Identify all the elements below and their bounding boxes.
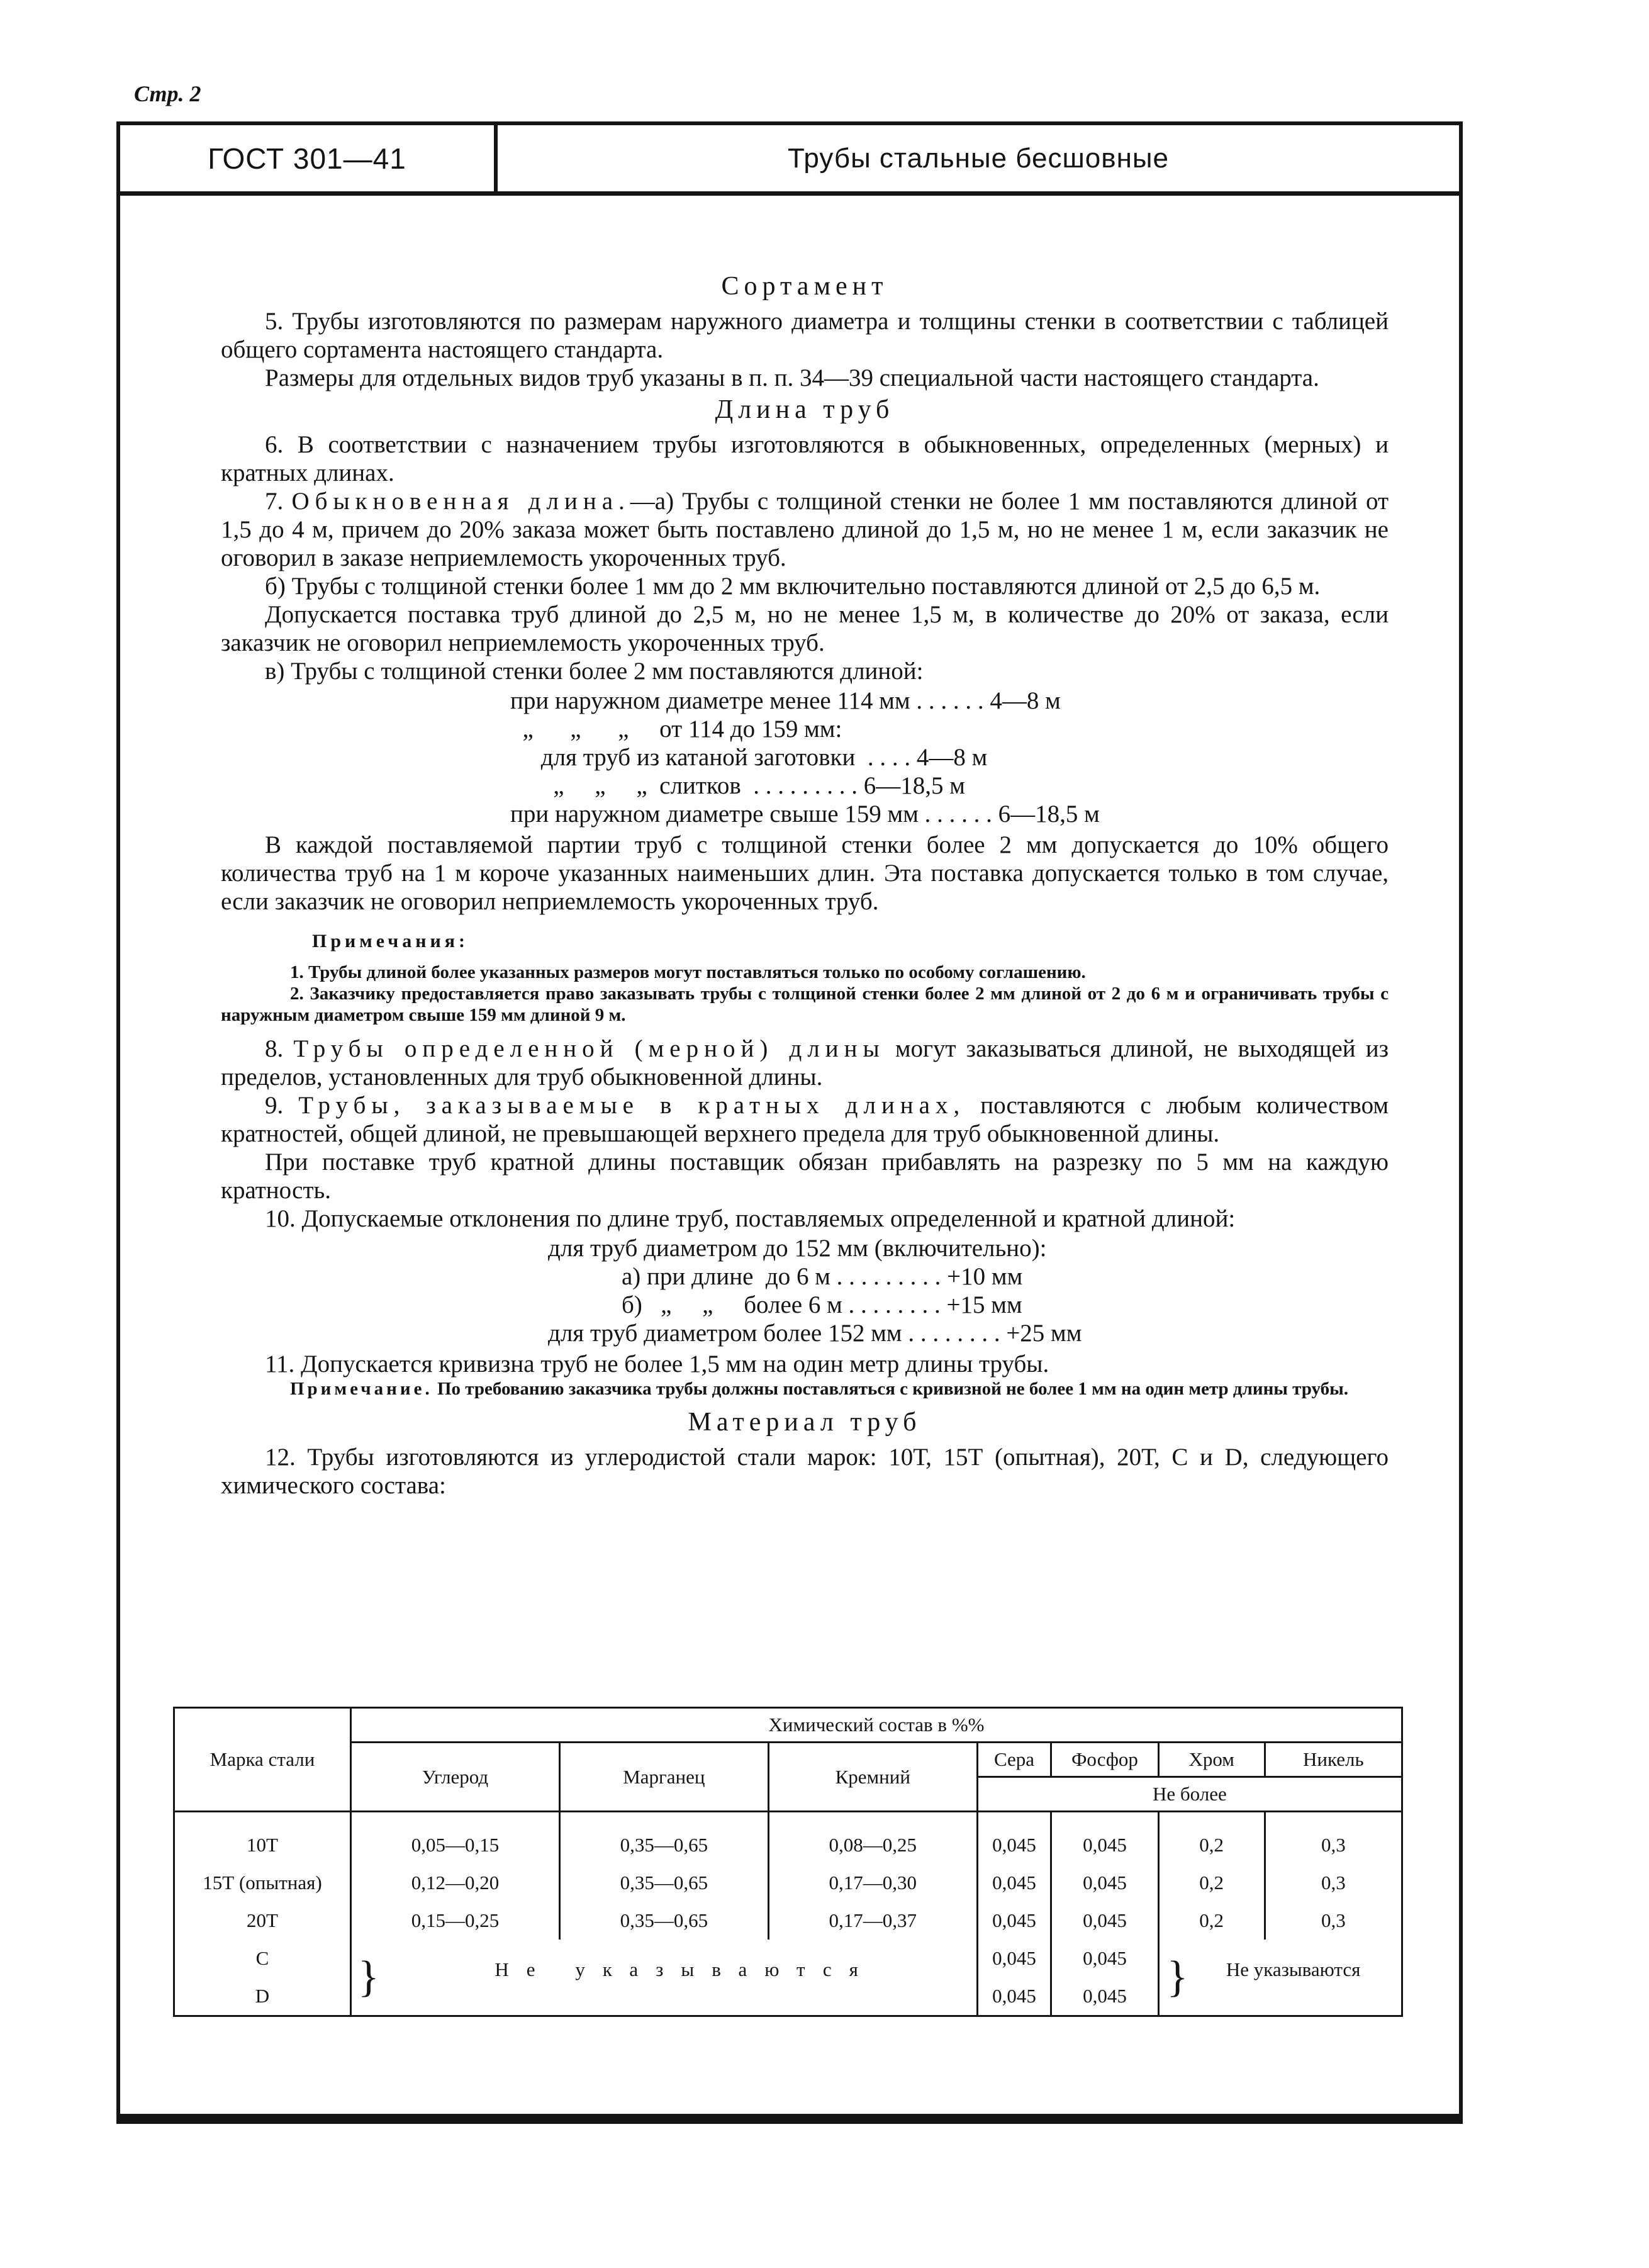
col-chromium: Хром [1158,1743,1265,1777]
tolerance-list [548,1234,1389,1347]
paragraph-7b: б) Трубы с толщиной стенки более 1 мм до 2 мм включительно поставляются длиной от 2,5 до 6,5 м. [265,573,1321,600]
list-item: при наружном диаметре менее 114 мм . . . . . . 4—8 м [510,687,1061,714]
note-p11-text: По требованию заказчика трубы должны поставляться с кривизной не более 1 мм на один метр длины трубы. [432,1379,1349,1399]
not-specified-text: Не указываются [495,1958,876,1980]
paragraph-10: 10. Допускаемые отклонения по длине труб, поставляемых определенной и кратной длиной: [265,1205,1236,1232]
length-list [510,687,1389,828]
heading-length: Длина труб [715,395,895,424]
list-item: при наружном диаметре свыше 159 мм . . . . . . 6—18,5 м [510,800,1100,828]
cell-phosphorus: 0,045 [1051,1812,1158,1865]
p7-lead: 7. [265,488,292,515]
cell-manganese: 0,35—0,65 [559,1864,768,1902]
page-number: Стр. 2 [134,81,201,106]
cell-silicon: 0,08—0,25 [768,1812,977,1865]
cell-phosphorus: 0,045 [1051,1977,1158,2016]
cell-phosphorus: 0,045 [1051,1864,1158,1902]
cell-grade: D [174,1977,351,2016]
brace-right-icon: } [1166,1953,1188,2001]
cell-nickel: 0,3 [1265,1812,1402,1865]
list-item: для труб из катаной заготовки . . . . 4—8 м [510,744,988,771]
list-item: для труб диаметром до 152 мм (включительно): [548,1235,1047,1262]
p9-lead: 9. [265,1092,299,1119]
cell-manganese: 0,35—0,65 [559,1902,768,1940]
paragraph-7e: В каждой поставляемой партии труб с толщиной стенки более 2 мм допускается до 10% общего количества труб на 1 м короче указанных наименьших длин. Эта поставка допускается только в том случае, если заказчик не оговорил неприемлемость укороченных труб. [221,831,1389,915]
paragraph-7 [221,487,1389,572]
cell-chromium: 0,2 [1158,1864,1265,1902]
cell-sulfur: 0,045 [977,1940,1051,1977]
cell-manganese: 0,35—0,65 [559,1812,768,1865]
standard-code: ГОСТ 301—41 [120,125,498,191]
cell-phosphorus: 0,045 [1051,1902,1158,1940]
composition-group-header: Химический состав в %% [351,1708,1402,1743]
p7-text: —а) Трубы с толщиной стенки не более 1 мм поставляются длиной от 1,5 до 4 м, причем до 20% заказа может быть поставлено длиной до 1,5 м, но не менее 1 м, если заказчик не оговорил в заказе неприемлемость укороченных труб. [221,488,1389,571]
p8-text: могут заказываться длиной, не выходящей из пределов, установленных для труб обыкновенной длины. [221,1035,1389,1091]
paragraph-6: 6. В соответствии с назначением трубы изготовляются в обыкновенных, определенных (мерных) и кратных длинах. [221,431,1389,486]
cell-grade: 20Т [174,1902,351,1940]
paragraph-5b: Размеры для отдельных видов труб указаны в п. п. 34—39 специальной части настоящего стандарта. [265,364,1319,391]
paragraph-12: 12. Трубы изготовляются из углеродистой стали марок: 10Т, 15Т (опытная), 20Т, С и D, следующего химического состава: [221,1444,1389,1499]
bottom-rule [120,2114,1459,2120]
cell-sulfur: 0,045 [977,1902,1051,1940]
cell-grade: 10Т [174,1812,351,1865]
document-title: Трубы стальные бесшовные [788,142,1169,174]
cell-nickel: 0,3 [1265,1864,1402,1902]
table-row [174,1940,1402,1977]
note-p11-label: Примечание. [290,1379,433,1399]
cell-silicon: 0,17—0,37 [768,1902,977,1940]
paragraph-8 [221,1035,1389,1091]
cell-chromium: 0,2 [1158,1902,1265,1940]
document-body [221,269,1389,1500]
heading-material: Материал труб [688,1408,922,1437]
col-sulfur: Сера [977,1743,1051,1777]
heading-assortment: Сортамент [721,272,888,301]
col-carbon: Углерод [351,1743,560,1812]
p8-term: Трубы определенной (мерной) длины [293,1035,885,1062]
brace-left-icon: } [358,1953,397,2001]
col-phosphorus: Фосфор [1051,1743,1158,1777]
col-silicon: Кремний [768,1743,977,1812]
not-specified-text: Не указываются [1226,1958,1361,1980]
cell-not-specified-left [351,1940,978,2016]
notes-title: Примечания: [312,931,469,952]
cell-sulfur: 0,045 [977,1812,1051,1865]
table-row [174,1812,1402,1865]
list-item: б) „ „ более 6 м . . . . . . . . +15 мм [548,1291,1022,1318]
list-item: а) при длине до 6 м . . . . . . . . . +10 мм [548,1263,1023,1290]
cell-grade: 15Т (опытная) [174,1864,351,1902]
paragraph-9 [221,1091,1389,1148]
paragraph-9b: При поставке труб кратной длины поставщик обязан прибавлять на разрезку по 5 мм на каждую кратность. [221,1148,1389,1204]
cell-sulfur: 0,045 [977,1977,1051,2016]
p8-lead: 8. [265,1035,294,1062]
cell-sulfur: 0,045 [977,1864,1051,1902]
table-row [174,1864,1402,1902]
col-manganese: Марганец [559,1743,768,1812]
note-2: 2. Заказчику предоставляется право заказывать трубы с толщиной стенки более 2 мм длиной от 2 до 6 м и ограничивать трубы с наружным диаметром свыше 159 мм длиной 9 м. [221,984,1389,1025]
paragraph-7c: Допускается поставка труб длиной до 2,5 м, но не менее 1,5 м, в количестве до 20% от заказа, если заказчик не оговорил неприемлемость укороченных труб. [221,601,1389,656]
table-row [174,1902,1402,1940]
list-item: „ „ „ слитков . . . . . . . . . 6—18,5 м [510,772,965,799]
cell-carbon: 0,15—0,25 [351,1902,560,1940]
col-nickel: Никель [1265,1743,1402,1777]
not-more-header: Не более [977,1777,1402,1812]
paragraph-7d: в) Трубы с толщиной стенки более 2 мм поставляются длиной: [265,658,924,685]
paragraph-5: 5. Трубы изготовляются по размерам наружного диаметра и толщины стенки в соответствии с таблицей общего сортамента настоящего стандарта. [221,308,1389,363]
paragraph-11: 11. Допускается кривизна труб не более 1,5 мм на один метр длины трубы. [265,1350,1049,1378]
note-1: 1. Трубы длиной более указанных размеров могут поставляться только по особому соглашению. [290,962,1086,982]
col-grade-header: Марка стали [174,1708,351,1812]
cell-silicon: 0,17—0,30 [768,1864,977,1902]
cell-not-specified-right [1158,1940,1402,2016]
chemical-composition-table [173,1707,1403,2017]
cell-nickel: 0,3 [1265,1902,1402,1940]
cell-phosphorus: 0,045 [1051,1940,1158,1977]
cell-carbon: 0,05—0,15 [351,1812,560,1865]
cell-carbon: 0,12—0,20 [351,1864,560,1902]
p9-term: Трубы, заказываемые в кратных длинах, [298,1092,966,1119]
list-item: для труб диаметром более 152 мм . . . . . . . . +25 мм [548,1320,1082,1347]
note-p11 [221,1378,1389,1400]
header-row [120,125,1459,196]
p9-text: поставляются с любым количеством кратностей, общей длиной, не превышающей верхнего предела для труб обыкновенной длины. [221,1092,1389,1147]
list-item: „ „ „ от 114 до 159 мм: [510,716,842,743]
cell-chromium: 0,2 [1158,1812,1265,1865]
cell-grade: C [174,1940,351,1977]
p7-term: Обыкновенная длина. [291,488,630,515]
